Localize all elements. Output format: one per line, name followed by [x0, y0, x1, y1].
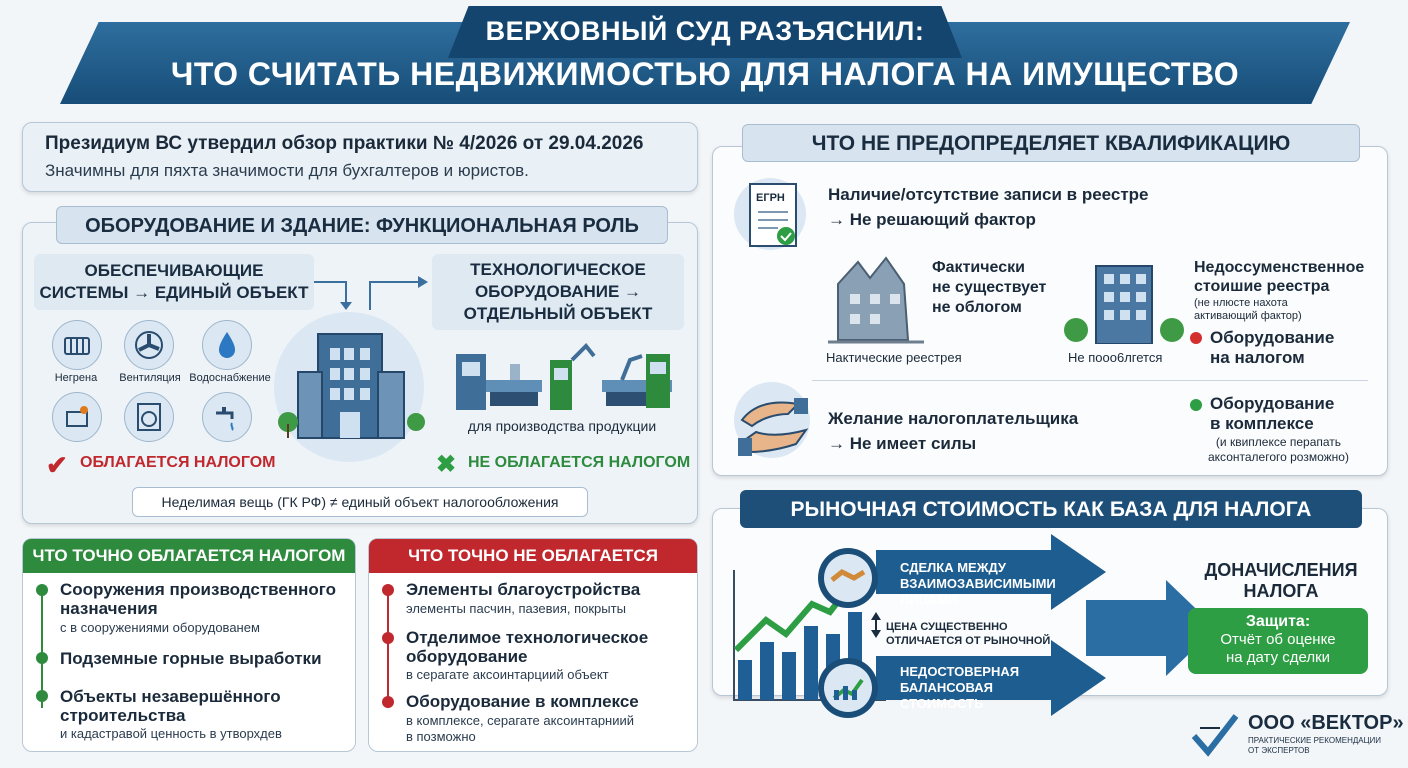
- under-text: Недоссуменственное стоишие реестра: [1194, 259, 1365, 295]
- diff-text: ЦЕНА СУЩЕСТВЕННО ОТЛИЧАЕТСЯ ОТ РЫНОЧНОЙ: [886, 621, 1051, 647]
- green-dot: [1190, 399, 1202, 411]
- building-icon: [276, 312, 426, 442]
- fact-text: Фактически не существует не облогом: [932, 259, 1047, 316]
- not-taxed-item-2-sub: в серагате аксоинтарциий объект: [406, 667, 609, 682]
- support-systems-label: ОБЕСПЕЧИВАЮЩИЕ СИСТЕМЫ → ЕДИНЫЙ ОБЪЕКТ: [34, 254, 314, 310]
- faucet-icon: [202, 392, 252, 442]
- taxed-item-1-sub: с в сооружениями оборудованем: [60, 620, 260, 635]
- taxed-item-3: Объекты незавершённого строительства: [60, 687, 281, 725]
- taxed-item-2: Подземные горные выработки: [60, 649, 322, 668]
- protection-title: Защита:: [1245, 613, 1311, 630]
- indivisible-footnote: Неделимая вещь (ГК РФ) ≠ единый объект налогообложения: [132, 487, 588, 517]
- protection-text: Отчёт об оценке на дату сделки: [1220, 631, 1336, 666]
- wish-text: Желание налогоплательщика → Не имеет силы: [828, 409, 1079, 453]
- header-line2: ЧТО СЧИТАТЬ НЕДВИЖИМОСТЬЮ ДЛЯ НАЛОГА НА ИМУЩЕСТВО: [170, 56, 1240, 92]
- ruined-building-icon: [828, 254, 924, 346]
- not-taxed-item-1: Элементы благоустройства: [406, 580, 641, 599]
- water-drop-icon: [202, 320, 252, 370]
- not-taxed-item-2: Отделимое технологическое оборудование: [406, 628, 649, 666]
- market-title: РЫНОЧНАЯ СТОИМОСТЬ КАК БАЗА ДЛЯ НАЛОГА: [740, 490, 1362, 528]
- not-taxed-list-line: [387, 588, 389, 708]
- production-machines-icon: [452, 340, 680, 414]
- presidium-subtitle: Значимны для пяхта значимости для бухгалтеров и юристов.: [45, 161, 529, 180]
- result-text: ДОНАЧИСЛЕНИЯ НАЛОГА: [1204, 560, 1358, 601]
- taxed-dot-3: [36, 690, 48, 702]
- green-item: Оборудование в комплексе: [1210, 394, 1335, 433]
- logo-name: ООО «ВЕКТОР»: [1248, 712, 1404, 734]
- red-dot: [1190, 332, 1202, 344]
- green-note: (и квиплексе перапать аксонталегого розможно): [1208, 435, 1349, 464]
- fact-caption: Нактические реестрея: [826, 350, 962, 365]
- not-taxed-list-title: ЧТО ТОЧНО НЕ ОБЛАГАЕТСЯ: [369, 539, 697, 573]
- tech-equipment-label: ТЕХНОЛОГИЧЕСКОЕ ОБОРУДОВАНИЕ → ОТДЕЛЬНЫЙ ОБЪЕКТ: [432, 254, 684, 330]
- production-caption: для производства продукции: [467, 418, 657, 434]
- registry-factor: Наличие/отсутствие записи в реестре → Не решающий фактор: [828, 185, 1149, 229]
- boiler-icon: [52, 392, 102, 442]
- protection-box: [1188, 608, 1368, 674]
- cross-icon: ✖: [436, 451, 457, 478]
- icon-label-water: Водоснабжение: [189, 372, 271, 384]
- taxed-list-title: ЧТО ТОЧНО ОБЛАГАЕТСЯ НАЛОГОМ: [23, 539, 355, 573]
- check-icon: ✔: [46, 450, 68, 480]
- equipment-title: ОБОРУДОВАНИЕ И ЗДАНИЕ: ФУНКЦИОНАЛЬНАЯ РОЛЬ: [56, 206, 668, 244]
- hands-icon: [738, 390, 810, 460]
- taxed-dot-1: [36, 584, 48, 596]
- under-caption: Не пооо6лгется: [1068, 350, 1163, 365]
- taxed-label: ОБЛАГАЕТСЯ НАЛОГОМ: [80, 454, 276, 471]
- not-taxed-item-3-sub: в комплексе, серагате аксоинтарниий в позможно: [406, 713, 635, 744]
- not-taxed-dot-2: [382, 632, 394, 644]
- ventilation-icon: [124, 320, 174, 370]
- balance-text: НЕДОСТОВЕРНАЯ БАЛАНСОВАЯ СТОИМОСТЬ: [900, 664, 1020, 711]
- taxed-item-3-sub: и кадастравой ценность в утворхдев: [60, 726, 282, 741]
- taxed-item-1: Сооружения производственного назначения: [60, 580, 337, 618]
- vector-logo-icon: [1190, 710, 1242, 760]
- divider: [812, 380, 1368, 381]
- logo-tagline: ПРАКТИЧЕСКИЕ РЕКОМЕНДАЦИИ ОТ ЭКСПЕРТОВ: [1248, 736, 1382, 755]
- office-building-icon: [1060, 260, 1190, 344]
- radiator-icon: [52, 320, 102, 370]
- presidium-card: [22, 122, 698, 192]
- header-line1: ВЕРХОВНЫЙ СУД РАЗЪЯСНИЛ:: [485, 16, 925, 46]
- washer-icon: [124, 392, 174, 442]
- egrn-label: ЕГРН: [756, 192, 785, 204]
- not-taxed-item-1-sub: элементы пасчин, пазевия, покрыты: [406, 601, 626, 616]
- under-note: (не нлюсте нахота активающий фактор): [1194, 297, 1302, 322]
- deal-text: СДЕЛКА МЕЖДУ ВЗАИМОЗАВИСИМЫМИ ЛИЦАМИ: [900, 560, 1056, 607]
- icon-label-heating: Негрена: [54, 372, 98, 384]
- not-taxed-item-3: Оборудование в комплексе: [406, 692, 639, 711]
- not-taxed-dot-3: [382, 696, 394, 708]
- qualification-title: ЧТО НЕ ПРЕДОПРЕДЕЛЯЕТ КВАЛИФИКАЦИЮ: [742, 124, 1360, 162]
- not-taxed-label: НЕ ОБЛАГАЕТСЯ НАЛОГОМ: [468, 454, 691, 471]
- presidium-title: Президиум ВС утвердил обзор практики № 4/2026 от 29.04.2026: [45, 133, 644, 154]
- red-item: Оборудование на налогом: [1210, 328, 1335, 367]
- icon-label-ventilation: Вентиляция: [119, 372, 181, 384]
- taxed-dot-2: [36, 652, 48, 664]
- egrn-document-icon: [746, 180, 802, 252]
- not-taxed-dot-1: [382, 584, 394, 596]
